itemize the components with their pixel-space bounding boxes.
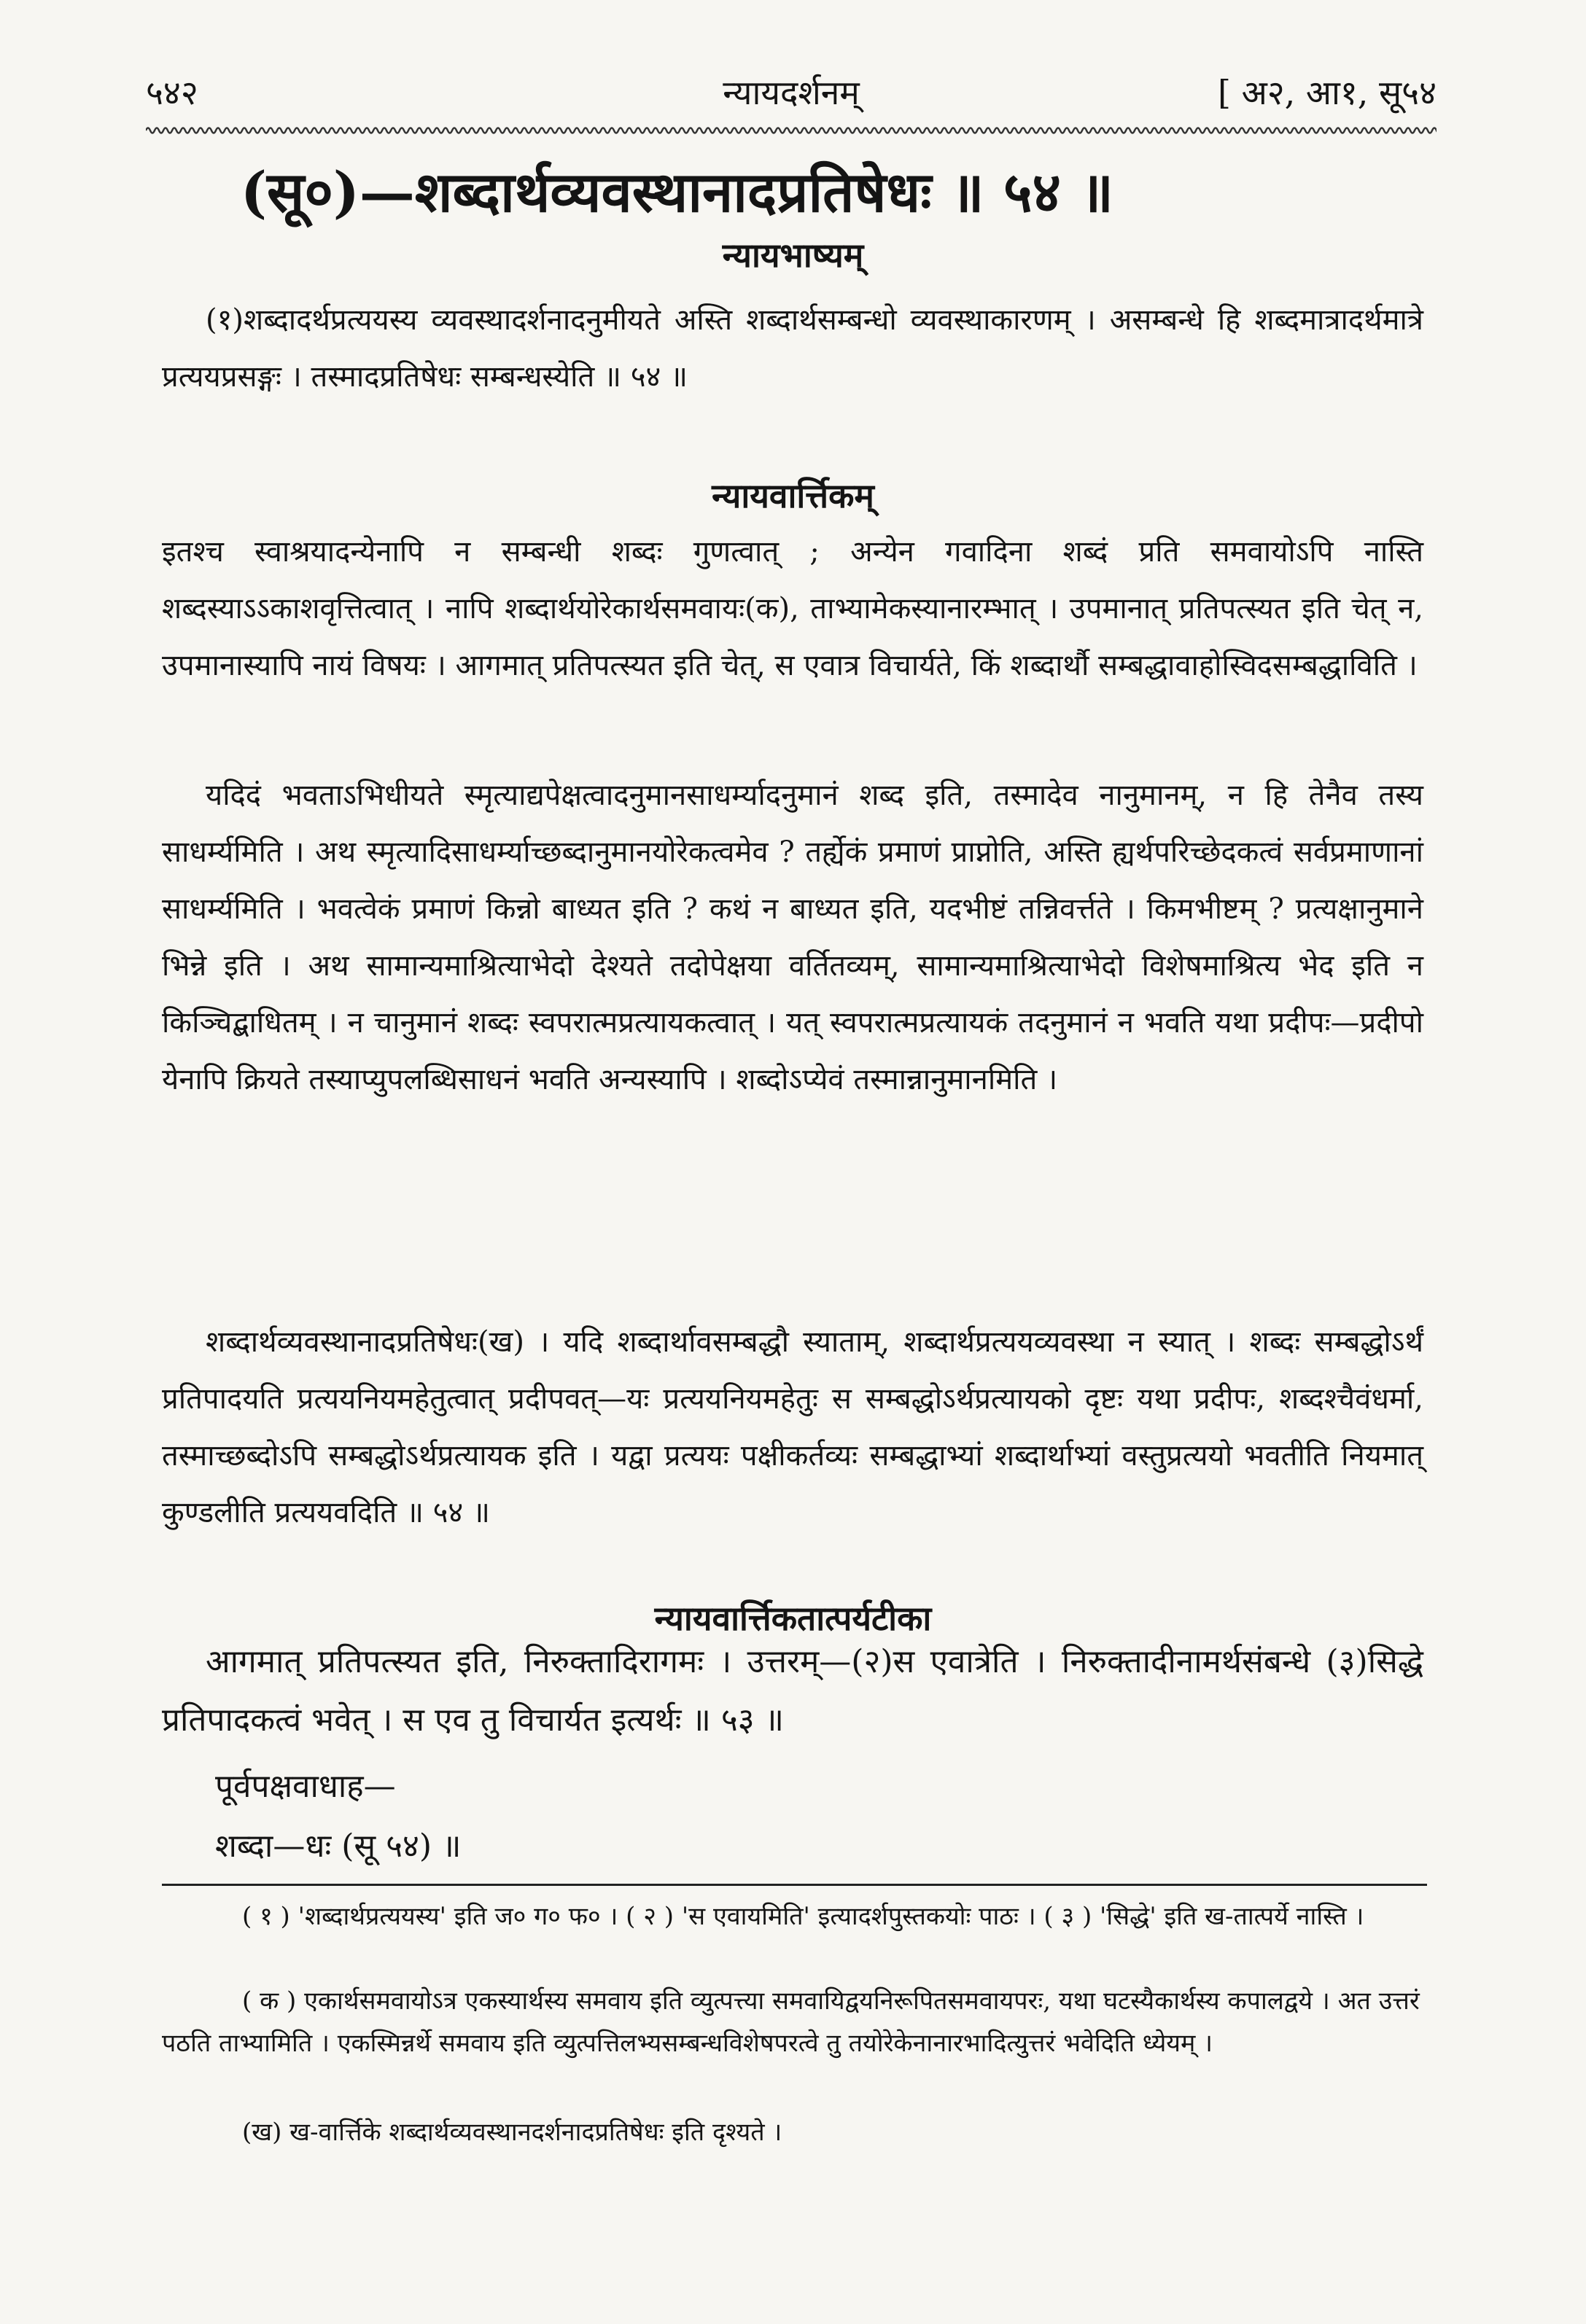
sutra-title: (सू०)—शब्दार्थव्यवस्थानादप्रतिषेधः ॥ ५४ ॥ — [241, 160, 1113, 225]
vartika-heading: न्यायवार्त्तिकम् — [712, 476, 874, 515]
bhashya-heading: न्यायभाष्यम् — [722, 235, 864, 275]
footnote-rule — [162, 1884, 1427, 1886]
vartika-paragraph-2: यदिदं भवताऽभिधीयते स्मृत्याद्यपेक्षत्वादनुमानसाधर्म्यादनुमानं शब्द इति, तस्मादेव नानुमानम्, न हि तेनैव तस्य साधर्म्यमिति । अथ स्मृत्यादिसाधर्म्याच्छब्दानुमानयोरेकत्वमेव ? तर्ह्येकं प्रमाणं प्राप्नोति, अस्ति ह्यर्थपरिच्छेदकत्वं सर्वप्रमाणानां साधर्म्यमिति । भवत्वेकं प्रमाणं किन्नो बाध्यत इति ? कथं न बाध्यत इति, यदभीष्टं तन्निवर्त्तते । किमभीष्टम् ? प्रत्यक्षानुमाने भिन्ने इति । अथ सामान्यमाश्रित्याभेदो देश्यते तदोपेक्षया वर्तितव्यम्, सामान्यमाश्रित्याभेदो विशेषमाश्रित्य भेद इति न किञ्चिद्बाधितम् । न चानुमानं शब्दः स्वपरात्मप्रत्यायकत्वात् । यत् स्वपरात्मप्रत्यायकं तदनुमानं न भवति यथा प्रदीपः—प्रदीपो येनापि क्रियते तस्याप्युपलब्धिसाधनं भवति अन्यस्यापि । शब्दोऽप्येवं तस्मान्नानुमानमिति । — [162, 779, 1423, 1096]
section-reference: [ अ२, आ१, सू५४ — [1218, 73, 1437, 112]
bhashya-text: (१)शब्दादर्थप्रत्ययस्य व्यवस्थादर्शनादनुमीयते अस्ति शब्दार्थसम्बन्धो व्यवस्थाकारणम् । असम्बन्धे हि शब्दमात्रादर्थमात्रे प्रत्ययप्रसङ्गः । तस्मादप्रतिषेधः सम्बन्धस्येति ॥ ५४ ॥ — [162, 303, 1423, 394]
wavy-divider — [146, 122, 1437, 139]
tika-heading: न्यायवार्त्तिकतात्पर्यटीका — [654, 1599, 932, 1638]
page-number: ५४२ — [146, 73, 198, 112]
purvapaksha-line: पूर्वपक्षवाधाह— — [215, 1768, 396, 1805]
footnote-1: ( १ ) 'शब्दार्थप्रत्ययस्य' इति ज० ग० फ० । ( २ ) 'स एवायमिति' इत्यादर्शपुस्तकयोः पाठः । ( ३ ) 'सिद्धे' इति ख-तात्पर्ये नास्ति । — [242, 1902, 1364, 1931]
footnote-kha: (ख) ख-वार्त्तिके शब्दार्थव्यवस्थानदर्शनादप्रतिषेधः इति दृश्यते । — [242, 2118, 782, 2147]
tika-text: आगमात् प्रतिपत्स्यत इति, निरुक्तादिरागमः । उत्तरम्—(२)स एवात्रेति । निरुक्तादीनामर्थसंबन्धे (३)सिद्धे प्रतिपादकत्वं भवेत् । स एव तु विचार्यत इत्यर्थः ॥ ५३ ॥ — [162, 1643, 1423, 1739]
header-title: न्यायदर्शनम् — [723, 73, 860, 112]
sutra-reference-line: शब्दा—धः (सू ५४) ॥ — [215, 1828, 462, 1865]
vartika-paragraph-3: शब्दार्थव्यवस्थानादप्रतिषेधः(ख) । यदि शब्दार्थावसम्बद्धौ स्याताम्, शब्दार्थप्रत्ययव्यवस्था न स्यात् । शब्दः सम्बद्धोऽर्थं प्रतिपादयति प्रत्ययनियमहेतुत्वात् प्रदीपवत्—यः प्रत्ययनियमहेतुः स सम्बद्धोऽर्थप्रत्यायको दृष्टः यथा प्रदीपः, शब्दश्चैवंधर्मा, तस्माच्छब्दोऽपि सम्बद्धोऽर्थप्रत्यायक इति । यद्वा प्रत्ययः पक्षीकर्तव्यः सम्बद्धाभ्यां शब्दार्थाभ्यां वस्तुप्रत्ययो भवतीति नियमात् कुण्डलीति प्रत्ययवदिति ॥ ५४ ॥ — [162, 1325, 1423, 1529]
running-header — [146, 69, 1437, 120]
footnote-ka: ( क ) एकार्थसमवायोऽत्र एकस्यार्थस्य समवाय इति व्युत्पत्त्या समवायिद्वयनिरूपितसमवायपरः, यथा घटस्यैकार्थस्य कपालद्वये । अत उत्तरं पठति ताभ्यामिति । एकस्मिन्नर्थे समवाय इति व्युत्पत्तिलभ्यसम्बन्धविशेषपरत्वे तु तयोरेकेनानारभादित्युत्तरं भवेदिति ध्येयम् । — [162, 1986, 1420, 2058]
vartika-paragraph-1: इतश्च स्वाश्रयादन्येनापि न सम्बन्धी शब्दः गुणत्वात् ; अन्येन गवादिना शब्दं प्रति समवायोऽपि नास्ति शब्दस्याऽऽकाशवृत्तित्वात् । नापि शब्दार्थयोरेकार्थसमवायः(क), ताभ्यामेकस्यानारम्भात् । उपमानात् प्रतिपत्स्यत इति चेत् न, उपमानास्यापि नायं विषयः । आगमात् प्रतिपत्स्यत इति चेत्, स एवात्र विचार्यते, किं शब्दार्थौ सम्बद्धावाहोस्विदसम्बद्धाविति । — [162, 535, 1423, 682]
